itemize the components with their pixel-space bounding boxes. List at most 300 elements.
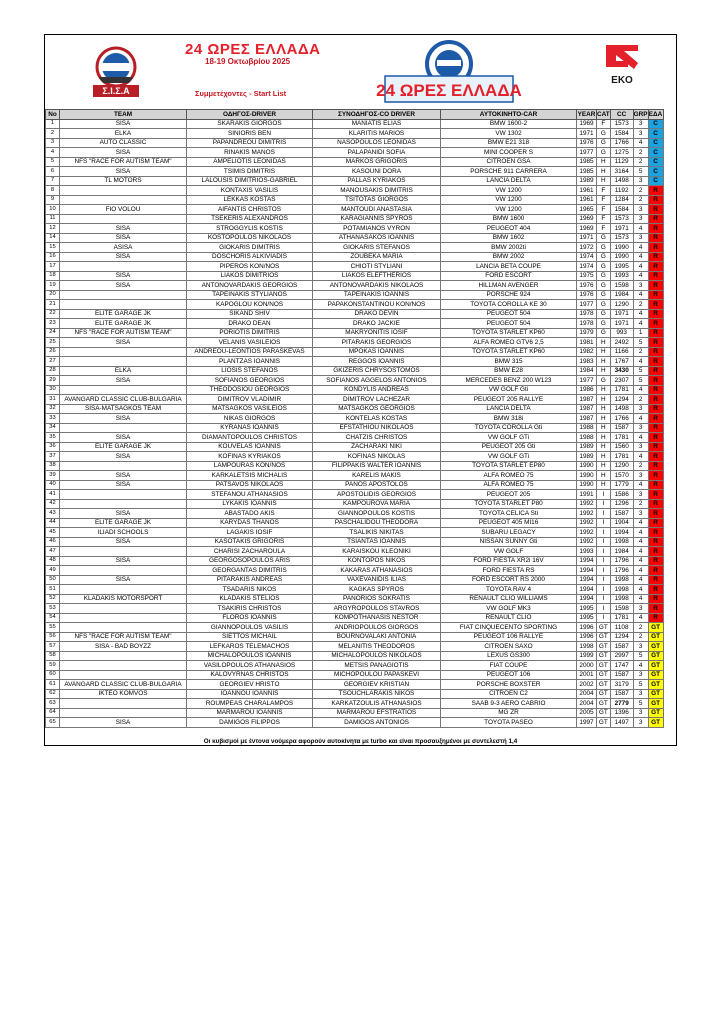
cell-no: 35 xyxy=(46,433,60,443)
table-row xyxy=(46,718,664,728)
cell-grp: 3 xyxy=(633,129,648,139)
column-header-co-driver: ΣΥΝΟΔΗΓΟΣ-CO DRIVER xyxy=(313,110,441,120)
cell-class: C xyxy=(648,138,663,148)
cell-cat: I xyxy=(597,556,611,566)
cell-cc: 1573 xyxy=(610,119,633,129)
cell-grp: 3 xyxy=(633,119,648,129)
cell-cc: 1284 xyxy=(610,195,633,205)
cell-co-driver: EFSTATHIOU NIKOLAOS xyxy=(313,423,441,433)
cell-co-driver: MANTOUDI ANASTASIA xyxy=(313,205,441,215)
cell-class: R xyxy=(648,566,663,576)
cell-car: VW 1200 xyxy=(441,205,577,215)
cell-class: R xyxy=(648,347,663,357)
cell-no: 40 xyxy=(46,480,60,490)
cell-driver: ANDREOU-LEONTIOS PARASKEVAS xyxy=(187,347,313,357)
cell-class: GT xyxy=(648,623,663,633)
cell-no: 33 xyxy=(46,414,60,424)
cell-driver: PITARAKIS ANDREAS xyxy=(187,575,313,585)
cell-cat: I xyxy=(597,490,611,500)
cell-class: R xyxy=(648,243,663,253)
cell-year: 2004 xyxy=(577,699,597,709)
cell-cc: 2307 xyxy=(610,376,633,386)
cell-car: MERCEDES BENZ 200 W123 xyxy=(441,376,577,386)
table-row xyxy=(46,585,664,595)
cell-cc: 1796 xyxy=(610,566,633,576)
cell-team xyxy=(60,708,187,718)
column-header-cat: CAT xyxy=(597,110,610,118)
cell-no: 37 xyxy=(46,452,60,462)
cell-cc: 1587 xyxy=(610,670,633,680)
cell-cat: G xyxy=(597,319,611,329)
cell-car: CITROEN SAXO xyxy=(441,642,577,652)
cell-grp: 3 xyxy=(633,442,648,452)
cell-car: BMW 2002 xyxy=(441,252,577,262)
cell-year: 1961 xyxy=(577,186,597,196)
cell-year: 1987 xyxy=(577,395,597,405)
cell-cc: 1998 xyxy=(610,575,633,585)
cell-driver: KARYDAS THANOS xyxy=(187,518,313,528)
cell-car: VW GOLF xyxy=(441,547,577,557)
cell-no: 44 xyxy=(46,518,60,528)
cell-cat: H xyxy=(597,167,611,177)
cell-cat: I xyxy=(597,528,611,538)
cell-car: VW GOLF Gti xyxy=(441,385,577,395)
cell-driver: RINAKIS MANOS xyxy=(187,148,313,158)
document-header xyxy=(45,35,676,110)
cell-class: GT xyxy=(648,718,663,728)
cell-car: TOYOTA STARLET P80 xyxy=(441,499,577,509)
cell-year: 1987 xyxy=(577,414,597,424)
cell-cat: G xyxy=(597,271,611,281)
cell-co-driver: PALAPANIDI SOFIA xyxy=(313,148,441,158)
cell-class: C xyxy=(648,148,663,158)
cell-year: 1976 xyxy=(577,281,597,291)
cell-driver: TSAKIRIS CHRISTOS xyxy=(187,604,313,614)
cell-year: 1991 xyxy=(577,490,597,500)
cell-team xyxy=(60,699,187,709)
cell-driver: LALOUSIS DIMITRIOS-GABRIEL xyxy=(187,176,313,186)
cell-co-driver: DRAKO DEVIN xyxy=(313,309,441,319)
cell-car: LANCIA DELTA xyxy=(441,176,577,186)
cell-cat: GT xyxy=(597,632,611,642)
cell-driver: TSIMIS DIMITRIS xyxy=(187,167,313,177)
cell-class: GT xyxy=(648,632,663,642)
cell-class: R xyxy=(648,480,663,490)
cell-no: 11 xyxy=(46,214,60,224)
table-row xyxy=(46,461,664,471)
cell-cc: 1587 xyxy=(610,423,633,433)
cell-cc: 1781 xyxy=(610,385,633,395)
cell-class: GT xyxy=(648,699,663,709)
cell-grp: 3 xyxy=(633,281,648,291)
cell-year: 1976 xyxy=(577,290,597,300)
cell-driver: TAPEINAKIS STYLIANOS xyxy=(187,290,313,300)
cell-no: 51 xyxy=(46,585,60,595)
cell-driver: ROUMPEAS CHARALAMPOS xyxy=(187,699,313,709)
cell-year: 1994 xyxy=(577,566,597,576)
cell-year: 1997 xyxy=(577,718,597,728)
cell-driver: NIKAS GIORGOS xyxy=(187,414,313,424)
table-row xyxy=(46,195,664,205)
cell-grp: 3 xyxy=(633,233,648,243)
cell-driver: CHARISI ZACHAROULA xyxy=(187,547,313,557)
cell-grp: 4 xyxy=(633,452,648,462)
cell-cc: 1396 xyxy=(610,708,633,718)
eko-logo-text: EKO xyxy=(611,75,633,86)
table-row xyxy=(46,613,664,623)
cell-grp: 4 xyxy=(633,224,648,234)
cell-grp: 2 xyxy=(633,461,648,471)
cell-team xyxy=(60,623,187,633)
cell-co-driver: MICHOPOULOU PAPASKEVI xyxy=(313,670,441,680)
cell-team: SISA xyxy=(60,556,187,566)
table-row xyxy=(46,309,664,319)
cell-team: SISA xyxy=(60,148,187,158)
cell-class: R xyxy=(648,594,663,604)
siga-logo-text: Σ.Ι.Σ.Α xyxy=(102,86,130,96)
cell-team: NFS "RACE FOR AUTISM TEAM" xyxy=(60,328,187,338)
cell-grp: 3 xyxy=(633,718,648,728)
cell-year: 1994 xyxy=(577,594,597,604)
cell-grp: 4 xyxy=(633,357,648,367)
cell-grp: 2 xyxy=(633,157,648,167)
cell-co-driver: MANIATIS ELIAS xyxy=(313,119,441,129)
cell-no: 5 xyxy=(46,157,60,167)
cell-team: SISA xyxy=(60,119,187,129)
cell-cat: H xyxy=(597,395,611,405)
column-header-driver: ΟΔΗΓΟΣ-DRIVER xyxy=(187,110,313,120)
cell-cat: GT xyxy=(597,670,611,680)
cell-grp: 4 xyxy=(633,252,648,262)
cell-driver: SINIORIS BEN xyxy=(187,129,313,139)
cell-cc: 1781 xyxy=(610,452,633,462)
cell-co-driver: KAGKAS SPYROS xyxy=(313,585,441,595)
cell-cat: G xyxy=(597,252,611,262)
table-row xyxy=(46,414,664,424)
cell-driver: LEFKAROS TELEMACHOS xyxy=(187,642,313,652)
cell-car: FIAT COUPE xyxy=(441,661,577,671)
cell-car: BMW 1602 xyxy=(441,233,577,243)
cell-cc: 1781 xyxy=(610,433,633,443)
cell-class: GT xyxy=(648,661,663,671)
cell-cc: 1294 xyxy=(610,395,633,405)
cell-no: 54 xyxy=(46,613,60,623)
cell-cat: H xyxy=(597,480,611,490)
cell-cat: H xyxy=(597,157,611,167)
table-row xyxy=(46,556,664,566)
cell-co-driver: GIANNOPOULOS KOSTIS xyxy=(313,509,441,519)
cell-co-driver: VAXEVANIDIS ILIAS xyxy=(313,575,441,585)
cell-year: 1977 xyxy=(577,300,597,310)
cell-year: 1974 xyxy=(577,262,597,272)
cell-class: R xyxy=(648,376,663,386)
cell-grp: 3 xyxy=(633,490,648,500)
cell-driver: MATSAGKOS VASILEIOS xyxy=(187,404,313,414)
cell-year: 1985 xyxy=(577,157,597,167)
cell-no: 62 xyxy=(46,689,60,699)
table-row xyxy=(46,433,664,443)
cell-cat: H xyxy=(597,366,611,376)
cell-grp: 4 xyxy=(633,262,648,272)
cell-grp: 4 xyxy=(633,537,648,547)
cell-driver: KLADAKIS STELIOS xyxy=(187,594,313,604)
cell-team xyxy=(60,214,187,224)
cell-no: 47 xyxy=(46,547,60,557)
cell-class: R xyxy=(648,385,663,395)
cell-co-driver: CHIOTI STYLIANI xyxy=(313,262,441,272)
cell-year: 1976 xyxy=(577,138,597,148)
cell-no: 42 xyxy=(46,499,60,509)
cell-class: R xyxy=(648,433,663,443)
table-row xyxy=(46,205,664,215)
cell-class: R xyxy=(648,262,663,272)
cell-car: MINI COOPER S xyxy=(441,148,577,158)
cell-cat: GT xyxy=(597,680,611,690)
cell-team xyxy=(60,385,187,395)
cell-co-driver: KLARITIS MARIOS xyxy=(313,129,441,139)
cell-grp: 3 xyxy=(633,214,648,224)
cell-team xyxy=(60,262,187,272)
cell-class: R xyxy=(648,461,663,471)
cell-class: R xyxy=(648,366,663,376)
cell-cat: GT xyxy=(597,623,611,633)
cell-cat: H xyxy=(597,452,611,462)
cell-driver: SKARAKIS GIORGOS xyxy=(187,119,313,129)
cell-co-driver: MATSAGKOS GEORGIOS xyxy=(313,404,441,414)
cell-cc: 1995 xyxy=(610,262,633,272)
cell-class: R xyxy=(648,300,663,310)
cell-grp: 4 xyxy=(633,290,648,300)
cell-cc: 3430 xyxy=(610,366,633,376)
cell-car: TOYOTA RAV 4 xyxy=(441,585,577,595)
cell-year: 1974 xyxy=(577,252,597,262)
cell-cat: H xyxy=(597,461,611,471)
cell-cc: 1570 xyxy=(610,471,633,481)
cell-grp: 3 xyxy=(633,176,648,186)
cell-cat: GT xyxy=(597,661,611,671)
cell-team: SISA xyxy=(60,233,187,243)
cell-year: 1977 xyxy=(577,376,597,386)
cell-cat: G xyxy=(597,262,611,272)
cell-year: 1988 xyxy=(577,433,597,443)
cell-cat: I xyxy=(597,594,611,604)
cell-cat: G xyxy=(597,309,611,319)
cell-car: TOYOTA PASEO xyxy=(441,718,577,728)
table-row xyxy=(46,490,664,500)
table-row xyxy=(46,281,664,291)
cell-co-driver: KONDYLIS ANDREAS xyxy=(313,385,441,395)
cell-cat: F xyxy=(597,205,611,215)
cell-co-driver: KARAISKOU KLEONIKI xyxy=(313,547,441,557)
cell-class: R xyxy=(648,205,663,215)
cell-co-driver: KASOUNI DORA xyxy=(313,167,441,177)
cell-no: 36 xyxy=(46,442,60,452)
cell-class: R xyxy=(648,395,663,405)
cell-year: 1994 xyxy=(577,575,597,585)
table-row xyxy=(46,547,664,557)
cell-cat: I xyxy=(597,566,611,576)
cell-co-driver: REGGOS IOANNIS xyxy=(313,357,441,367)
table-row xyxy=(46,395,664,405)
cell-driver: TSEKERIS ALEXANDROS xyxy=(187,214,313,224)
cell-cat: I xyxy=(597,613,611,623)
table-row xyxy=(46,138,664,148)
cell-no: 43 xyxy=(46,509,60,519)
cell-cat: G xyxy=(597,328,611,338)
cell-grp: 4 xyxy=(633,594,648,604)
cell-class: C xyxy=(648,167,663,177)
cell-car: CITROEN C2 xyxy=(441,689,577,699)
cell-cat: G xyxy=(597,290,611,300)
cell-class: GT xyxy=(648,642,663,652)
cell-cc: 1129 xyxy=(610,157,633,167)
siga-club-logo xyxy=(85,43,147,101)
footnote: Οι κυβισμοί με έντονα νούμερα αφορούν αυτοκίνητα με turbo και είναι προσαυξημένοι με συντελεστή 1,4 xyxy=(203,738,518,745)
cell-cat: I xyxy=(597,537,611,547)
cell-no: 27 xyxy=(46,357,60,367)
table-row xyxy=(46,214,664,224)
cell-car: PEUGEOT 205 xyxy=(441,490,577,500)
cell-grp: 3 xyxy=(633,689,648,699)
cell-co-driver: DIMITROV LACHEZAR xyxy=(313,395,441,405)
cell-no: 10 xyxy=(46,205,60,215)
cell-no: 7 xyxy=(46,176,60,186)
cell-no: 38 xyxy=(46,461,60,471)
cell-cat: F xyxy=(597,224,611,234)
table-header-row xyxy=(46,110,664,120)
cell-cc: 1767 xyxy=(610,357,633,367)
cell-year: 1983 xyxy=(577,357,597,367)
cell-year: 1988 xyxy=(577,423,597,433)
cell-co-driver: MARMAROU EFSTRATIOS xyxy=(313,708,441,718)
cell-cat: H xyxy=(597,471,611,481)
cell-cc: 3164 xyxy=(610,167,633,177)
cell-no: 3 xyxy=(46,138,60,148)
cell-cat: G xyxy=(597,243,611,253)
column-header-no: No xyxy=(46,110,60,120)
cell-no: 56 xyxy=(46,632,60,642)
cell-cc: 1747 xyxy=(610,661,633,671)
cell-no: 60 xyxy=(46,670,60,680)
cell-cat: H xyxy=(597,347,611,357)
cell-year: 1972 xyxy=(577,243,597,253)
cell-driver: LAGAKIS IOSIF xyxy=(187,528,313,538)
cell-cc: 1584 xyxy=(610,205,633,215)
cell-driver: VASILOPOULOS ATHANASIOS xyxy=(187,661,313,671)
cell-grp: 4 xyxy=(633,480,648,490)
cell-grp: 3 xyxy=(633,509,648,519)
cell-driver: ANTONOVARDAKIS GEORGIOS xyxy=(187,281,313,291)
cell-team: SISA xyxy=(60,509,187,519)
cell-cc: 1573 xyxy=(610,214,633,224)
cell-no: 63 xyxy=(46,699,60,709)
cell-driver: SIETTOS MICHAIL xyxy=(187,632,313,642)
cell-co-driver: TSOUCHLARAKIS NIKOS xyxy=(313,689,441,699)
cell-team: SISA xyxy=(60,376,187,386)
cell-car: RENAULT CLIO WILLIAMS xyxy=(441,594,577,604)
cell-car: FORD ESCORT xyxy=(441,271,577,281)
cell-driver: AMPELIOTIS LEONIDAS xyxy=(187,157,313,167)
cell-class: R xyxy=(648,214,663,224)
cell-car: PORSCHE 924 xyxy=(441,290,577,300)
cell-year: 1961 xyxy=(577,195,597,205)
cell-driver: PORIOTIS DIMITRIS xyxy=(187,328,313,338)
cell-car: PORSCHE 911 CARRERA xyxy=(441,167,577,177)
cell-cat: G xyxy=(597,129,611,139)
cell-no: 1 xyxy=(46,119,60,129)
cell-grp: 4 xyxy=(633,309,648,319)
cell-cc: 1796 xyxy=(610,556,633,566)
cell-year: 1992 xyxy=(577,509,597,519)
cell-class: R xyxy=(648,471,663,481)
cell-driver: PLANTZAS IOANNIS xyxy=(187,357,313,367)
cell-car: LEXUS GS300 xyxy=(441,651,577,661)
cell-grp: 2 xyxy=(633,195,648,205)
cell-cc: 1998 xyxy=(610,537,633,547)
cell-driver: LYKAKIS IOANNIS xyxy=(187,499,313,509)
cell-co-driver: GIOKARIS STEFANOS xyxy=(313,243,441,253)
cell-driver: LIOSIS STEFANOS xyxy=(187,366,313,376)
table-row xyxy=(46,651,664,661)
cell-year: 2002 xyxy=(577,680,597,690)
cell-year: 1987 xyxy=(577,404,597,414)
cell-cat: GT xyxy=(597,689,611,699)
cell-cc: 1587 xyxy=(610,642,633,652)
cell-no: 28 xyxy=(46,366,60,376)
cell-cat: I xyxy=(597,518,611,528)
cell-no: 18 xyxy=(46,271,60,281)
table-row xyxy=(46,290,664,300)
cell-grp: 2 xyxy=(633,300,648,310)
cell-cat: G xyxy=(597,376,611,386)
cell-co-driver: MARKOS GRIGORIS xyxy=(313,157,441,167)
cell-class: R xyxy=(648,338,663,348)
cell-year: 1979 xyxy=(577,328,597,338)
cell-driver: KOSTOPOULOS NIKOLAOS xyxy=(187,233,313,243)
cell-car: VW GOLF GTi xyxy=(441,433,577,443)
cell-team: ILIADI SCHOOLS xyxy=(60,528,187,538)
cell-cc: 1498 xyxy=(610,404,633,414)
cell-cat: F xyxy=(597,195,611,205)
cell-co-driver: CHATZIS CHRISTOS xyxy=(313,433,441,443)
cell-team xyxy=(60,585,187,595)
cell-team: ELITE GARAGE JK xyxy=(60,442,187,452)
cell-cc: 2779 xyxy=(610,699,633,709)
table-row xyxy=(46,328,664,338)
cell-co-driver: KONTOPOS NIKOS xyxy=(313,556,441,566)
cell-team: SISA xyxy=(60,537,187,547)
cell-class: R xyxy=(648,271,663,281)
column-header-grp: GRP xyxy=(633,110,648,118)
cell-grp: 3 xyxy=(633,404,648,414)
cell-driver: STROGGYLIS KOSTIS xyxy=(187,224,313,234)
cell-no: 30 xyxy=(46,385,60,395)
cell-co-driver: GEORGIEV KRISTIAN xyxy=(313,680,441,690)
table-row xyxy=(46,689,664,699)
cell-co-driver: TAPEINAKIS IOANNIS xyxy=(313,290,441,300)
cell-cc: 1993 xyxy=(610,271,633,281)
cell-driver: PAPANDREOU DIMITRIS xyxy=(187,138,313,148)
cell-car: BMW 1600 xyxy=(441,214,577,224)
cell-co-driver: GKIZERIS CHRYSOSTOMOS xyxy=(313,366,441,376)
cell-no: 20 xyxy=(46,290,60,300)
cell-team xyxy=(60,195,187,205)
cell-driver: LIAKOS DIMITRIOS xyxy=(187,271,313,281)
cell-no: 59 xyxy=(46,661,60,671)
cell-team xyxy=(60,490,187,500)
table-row xyxy=(46,680,664,690)
cell-driver: SIKAND SHIV xyxy=(187,309,313,319)
